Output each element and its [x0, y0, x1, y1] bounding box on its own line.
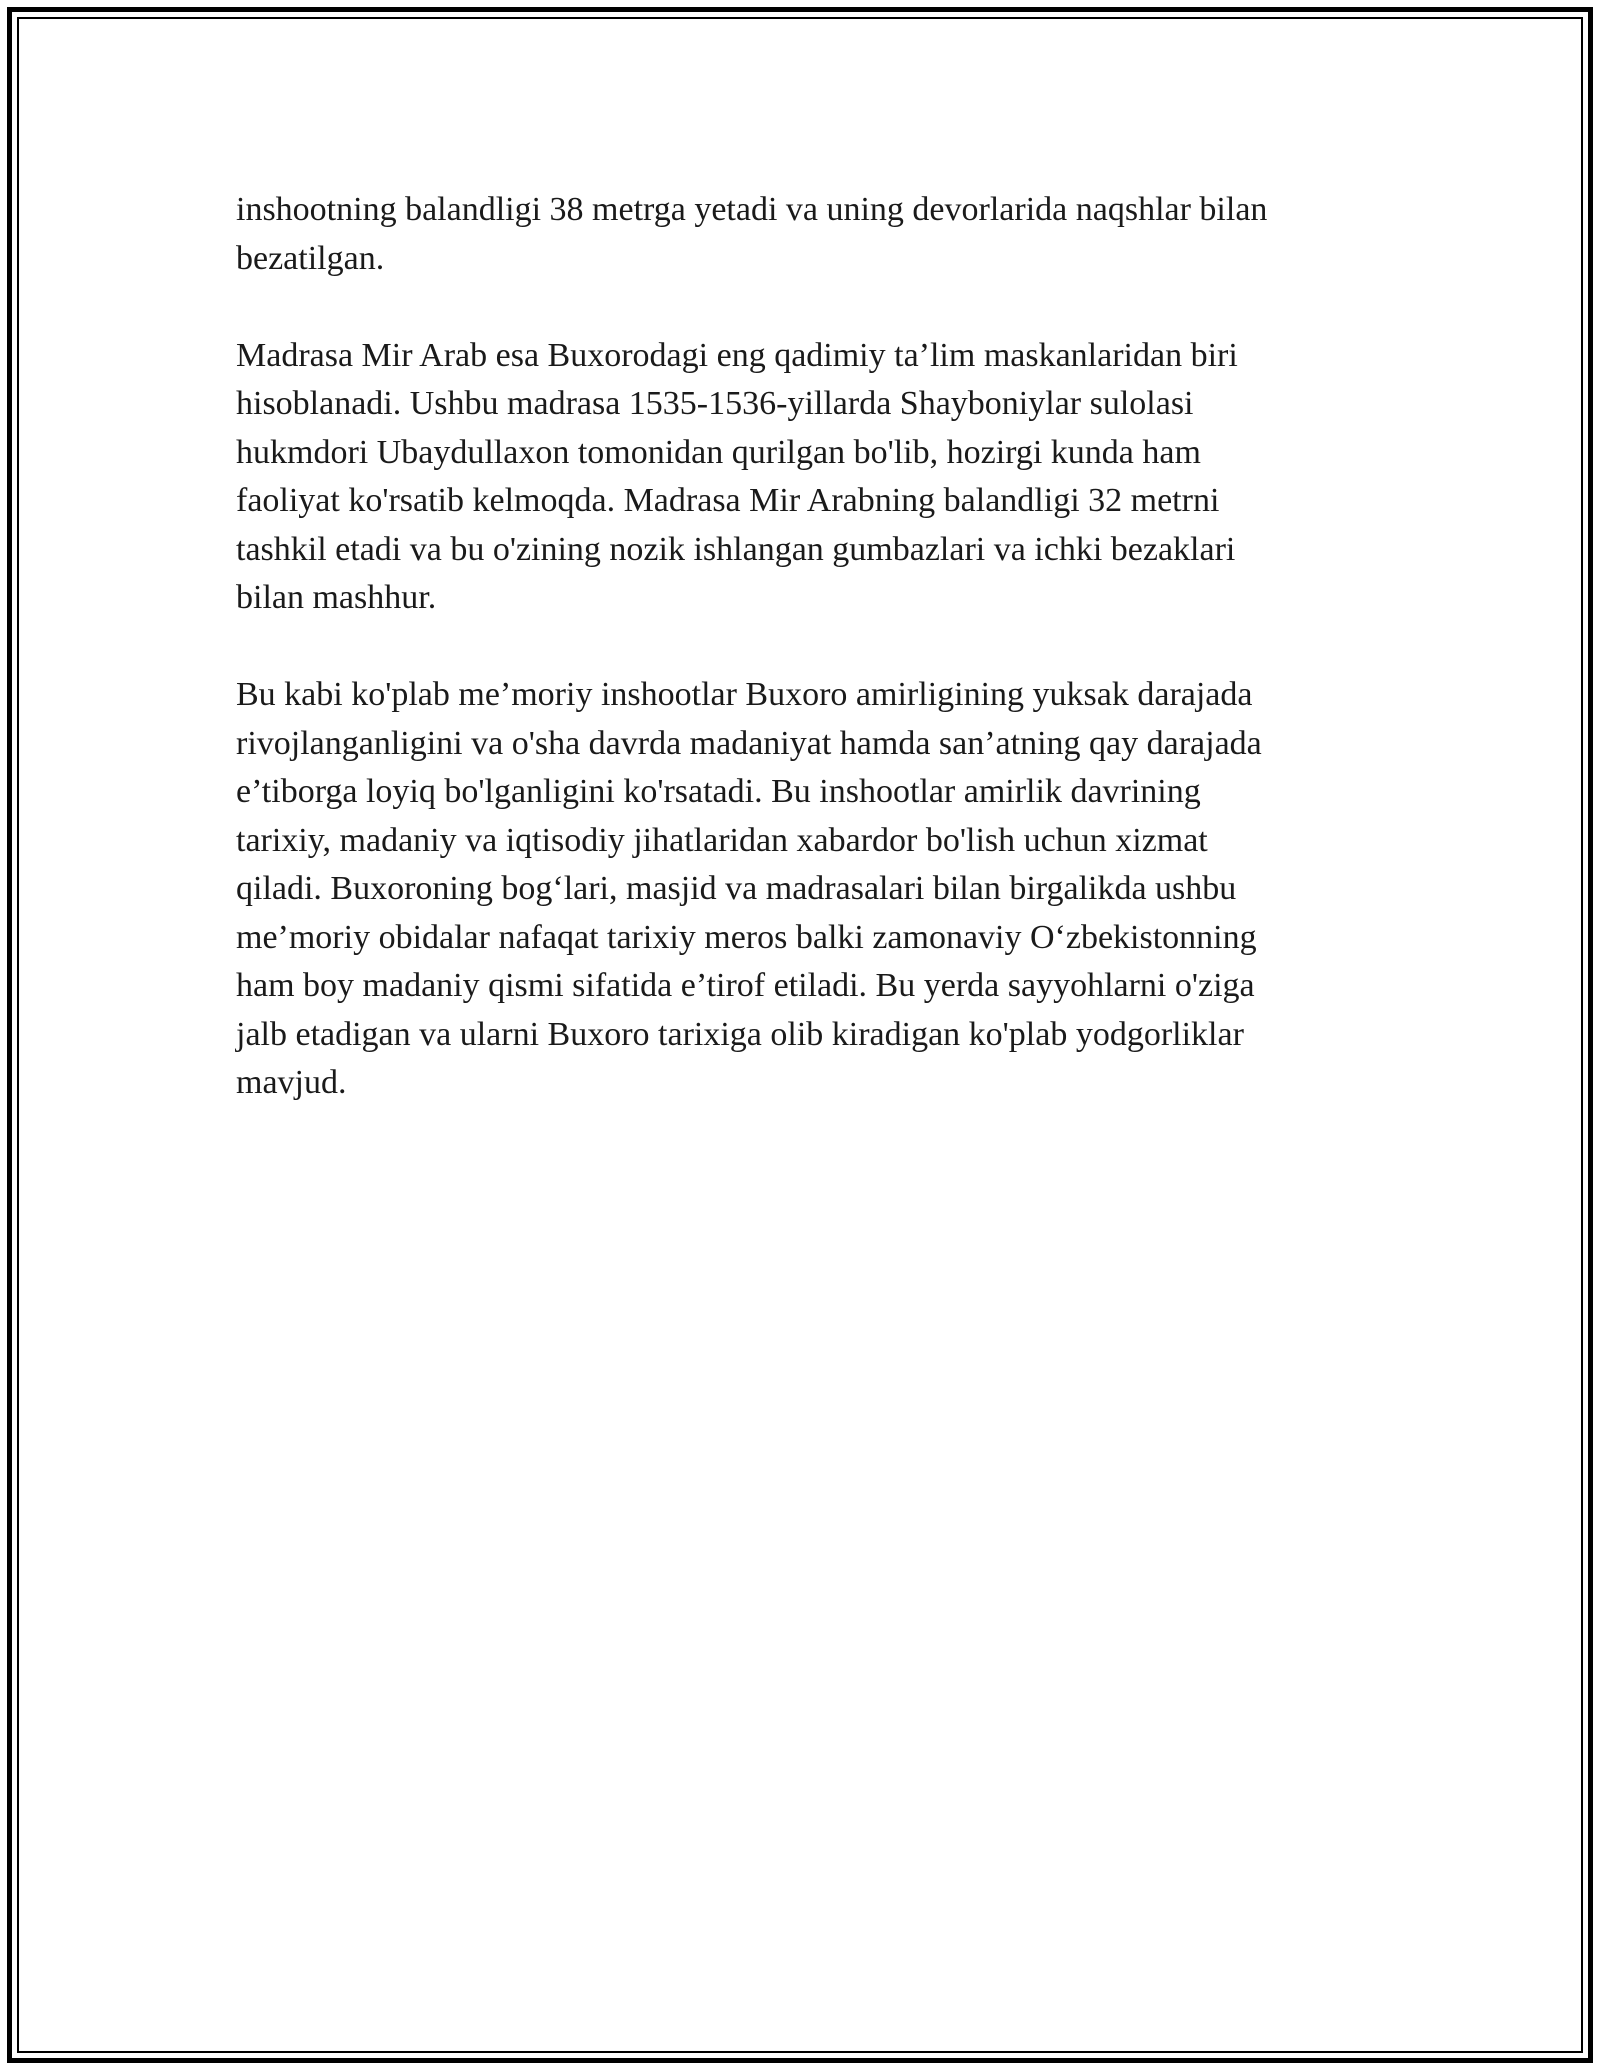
text-line: Madrasa Mir Arab esa Buxorodagi eng qadimiy ta’lim maskanlaridan biri — [236, 336, 1238, 374]
text-line: faoliyat ko'rsatib kelmoqda. Madrasa Mir Arabning balandligi 32 metrni — [236, 482, 1220, 519]
text-line: rivojlanganligini va o'sha davrda madaniyat hamda san’atning qay darajada — [236, 724, 1262, 762]
paragraph-spacer — [236, 623, 1366, 672]
text-line: qiladi. Buxoroning bog‘lari, masjid va madrasalari bilan birgalikda ushbu — [236, 870, 1237, 907]
text-line: me’moriy obidalar nafaqat tarixiy meros balki zamonaviy O‘zbekistonning — [236, 918, 1257, 956]
paragraph-3 — [236, 671, 1366, 1108]
text-line: bezatilgan. — [236, 239, 385, 277]
text-line: jalb etadigan va ularni Buxoro tarixiga olib kiradigan ko'plab yodgorliklar — [236, 1015, 1244, 1053]
paragraph-2 — [236, 332, 1366, 623]
paragraph-1 — [236, 186, 1366, 283]
paragraph-spacer — [236, 283, 1366, 332]
text-line: e’tiborga loyiq bo'lganligini ko'rsatadi. Bu inshootlar amirlik davrining — [236, 773, 1201, 810]
document-body — [236, 186, 1366, 1108]
text-line: tarixiy, madaniy va iqtisodiy jihatlaridan xabardor bo'lish uchun xizmat — [236, 821, 1208, 859]
text-line: hukmdori Ubaydullaxon tomonidan qurilgan bo'lib, hozirgi kunda ham — [236, 433, 1201, 471]
text-line: Bu kabi ko'plab me’moriy inshootlar Buxoro amirligining yuksak darajada — [236, 676, 1253, 713]
text-line: ham boy madaniy qismi sifatida e’tirof etiladi. Bu yerda sayyohlarni o'ziga — [236, 967, 1255, 1004]
text-line: inshootning balandligi 38 metrga yetadi va uning devorlarida naqshlar bilan — [236, 191, 1268, 228]
text-line: bilan mashhur. — [236, 579, 437, 616]
text-line: tashkil etadi va bu o'zining nozik ishlangan gumbazlari va ichki bezaklari — [236, 530, 1236, 568]
text-line: hisoblanadi. Ushbu madrasa 1535-1536-yillarda Shayboniylar sulolasi — [236, 385, 1194, 422]
text-line: mavjud. — [236, 1064, 347, 1101]
